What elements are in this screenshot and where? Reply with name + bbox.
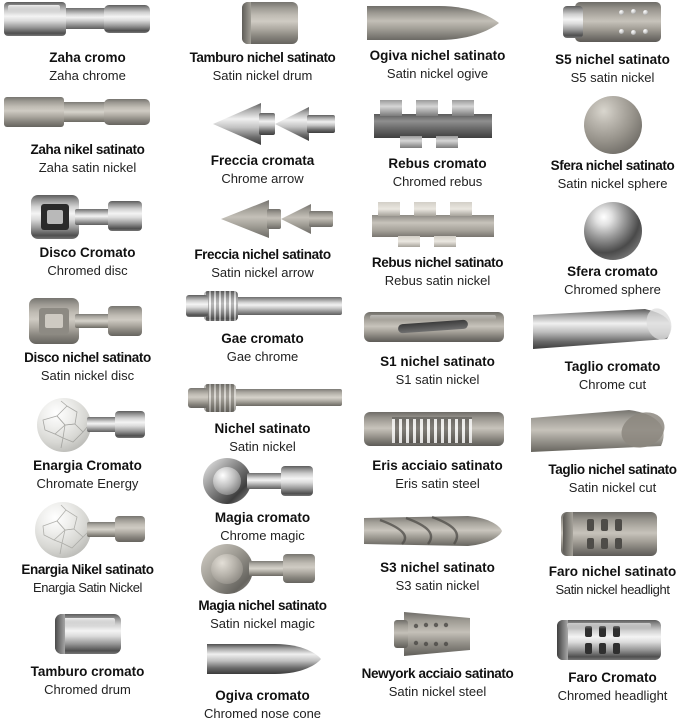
catalog-item-faro-nichel-satinato[interactable] [525,506,700,602]
item-subtitle: Satin nickel magic [210,615,315,631]
catalog-item-sfera-nichel-satinato[interactable] [525,94,700,191]
catalog-item-s3-nichel-satinato[interactable] [350,504,525,596]
faro-cromato-image [527,610,698,668]
sfera-cromato-image [527,200,698,262]
catalog-item-ogiva-cromato[interactable] [175,632,350,720]
item-title: Faro Cromato [568,670,657,685]
item-title: Zaha cromo [49,50,126,65]
catalog-item-sfera-cromato[interactable] [525,200,700,297]
rebus-cromato-image [352,92,523,154]
enargia-cromato-image [2,394,173,456]
item-subtitle: Chrome cut [578,376,647,392]
nickel-arrow-icon [183,193,343,245]
nickel-ogive-icon [353,0,523,46]
item-subtitle: Satin nickel drum [212,67,313,83]
item-subtitle: Gae chrome [226,348,299,364]
item-title: Magia cromato [214,510,311,525]
item-subtitle: Satin nickel headlight [555,581,670,597]
item-subtitle: Chromed nose cone [203,705,322,721]
item-subtitle: Chromed drum [44,681,131,697]
nickel-s3-spiral-icon [350,504,525,558]
catalog-item-disco-cromato[interactable] [0,189,175,279]
item-title: Rebus nichel satinato [371,255,504,270]
catalog-column-3 [350,0,525,719]
freccia-nichel-satinato-image [177,193,348,245]
catalog-item-tamburo-cromato[interactable] [0,604,175,700]
catalog-item-newyork-acciaio-satinato[interactable] [350,606,525,700]
item-subtitle: Chromed disc [47,262,128,278]
catalog-item-magia-cromato[interactable] [175,454,350,548]
item-title: Gae cromato [221,331,304,346]
magia-cromato-image [177,454,348,508]
item-subtitle: Satin nickel disc [40,367,135,383]
item-title: Ogiva nichel satinato [369,48,506,63]
item-title: Tamburo nichel satinato [189,50,336,65]
chrome-arrow-icon [183,97,343,151]
steel-newyork-icon [350,606,525,664]
item-title: Sfera cromato [567,264,658,279]
item-subtitle: Chromed sphere [564,281,661,297]
catalog-item-ogiva-nichel-satinato[interactable] [350,0,525,88]
catalog-item-enargia-cromato[interactable] [0,394,175,490]
item-title: Freccia cromata [210,153,315,168]
newyork-acciaio-satinato-image [352,606,523,664]
item-title: Rebus cromato [388,156,487,171]
item-subtitle: S1 satin nickel [395,371,480,387]
crackle-texture-icon [35,502,91,558]
item-title: Newyork acciaio satinato [361,666,514,681]
eris-acciaio-satinato-image [352,402,523,456]
item-title: Disco nichel satinato [24,350,151,365]
item-title: Faro nichel satinato [548,564,677,579]
item-subtitle: Chrome arrow [221,170,304,186]
nickel-angled-cut-icon [525,406,700,460]
catalog-item-s1-nichel-satinato[interactable] [350,300,525,392]
item-subtitle: Chromed headlight [557,687,668,703]
sfera-nichel-satinato-image [527,94,698,156]
item-subtitle: Eris satin steel [395,475,480,491]
item-subtitle: Chromate Energy [36,475,139,491]
item-subtitle: Satin nickel sphere [557,175,668,191]
tamburo-cromato-image [2,604,173,662]
catalog-item-taglio-cromato[interactable] [525,305,700,395]
item-title: Taglio cromato [564,359,661,374]
catalog-item-zaha-cromo[interactable] [0,0,175,92]
nickel-rebus-icon [350,193,525,253]
item-subtitle: Satin nickel cut [568,479,657,495]
catalog-item-s5-nichel-satinato[interactable] [525,0,700,92]
catalog-item-freccia-nichel-satinato[interactable] [175,193,350,283]
item-title: Enargia Cromato [33,458,142,473]
chrome-angled-cut-icon [525,305,700,357]
catalog-item-eris-acciaio-satinato[interactable] [350,402,525,494]
item-subtitle: Chrome magic [220,527,305,543]
catalog-item-faro-cromato[interactable] [525,610,700,706]
catalog-item-nichel-satinato[interactable] [175,375,350,463]
item-title: Ogiva cromato [215,688,310,703]
disco-cromato-image [2,189,173,243]
item-subtitle: Enargia Satin Nickel [32,579,143,595]
catalog-column-1 [0,0,175,719]
item-title: Magia nichel satinato [198,598,327,613]
item-subtitle: Chromed rebus [392,173,483,189]
catalog-item-rebus-nichel-satinato[interactable] [350,193,525,289]
chrome-rebus-icon [350,92,525,154]
item-title: Tamburo cromato [30,664,145,679]
zaha-nikel-satinato-image [2,92,173,140]
item-subtitle: S3 satin nickel [395,577,480,593]
item-title: S3 nichel satinato [380,560,495,575]
nichel-satinato-image [177,375,348,419]
chrome-ogive-icon [183,632,343,686]
catalog-item-enargia-nikel-satinato[interactable] [0,498,175,594]
catalog-column-4 [525,0,700,719]
s5-nichel-satinato-image [527,0,698,50]
item-subtitle: Zaha chrome [49,67,126,83]
tamburo-nichel-satinato-image [177,0,348,48]
item-subtitle: Satin nickel ogive [386,65,489,81]
item-title: Enargia Nikel satinato [21,562,154,577]
magia-nichel-satinato-image [177,540,348,596]
taglio-nichel-satinato-image [527,406,698,460]
catalog-item-gae-cromato[interactable] [175,283,350,371]
s3-nichel-satinato-image [352,504,523,558]
item-title: Disco Cromato [39,245,136,260]
catalog-item-zaha-nikel-satinato[interactable] [0,92,175,182]
gae-cromato-image [177,283,348,329]
faro-nichel-satinato-image [527,506,698,562]
item-title: Taglio nichel satinato [548,462,677,477]
enargia-nikel-satinato-image [2,498,173,560]
item-subtitle: Zaha satin nickel [38,159,137,175]
taglio-cromato-image [527,305,698,357]
item-subtitle: Satin nickel [229,438,296,454]
item-subtitle: S5 satin nickel [570,69,655,85]
catalog-column-2 [175,0,350,719]
item-title: Freccia nichel satinato [194,247,331,262]
ogiva-cromato-image [177,632,348,686]
catalog-item-taglio-nichel-satinato[interactable] [525,406,700,498]
disco-nichel-satinato-image [2,292,173,348]
rebus-nichel-satinato-image [352,193,523,253]
item-subtitle: Satin nickel arrow [211,264,314,280]
item-subtitle: Satin nickel steel [388,683,487,699]
item-subtitle: Rebus satin nickel [384,272,491,288]
item-title: Sfera nichel satinato [550,158,675,173]
item-title: Nichel satinato [214,421,311,436]
item-title: Eris acciaio satinato [372,458,503,473]
item-title: S1 nichel satinato [380,354,495,369]
catalog-item-tamburo-nichel-satinato[interactable] [175,0,350,92]
item-title: Zaha nikel satinato [30,142,145,157]
catalog-item-freccia-cromata[interactable] [175,97,350,185]
s1-nichel-satinato-image [352,300,523,352]
ogiva-nichel-satinato-image [352,0,523,46]
freccia-cromata-image [177,97,348,151]
catalog-item-rebus-cromato[interactable] [350,92,525,188]
zaha-cromo-image [2,0,173,48]
crackle-texture-icon [37,398,91,452]
item-title: S5 nichel satinato [555,52,670,67]
catalog-item-magia-nichel-satinato[interactable] [175,540,350,634]
catalog-item-disco-nichel-satinato[interactable] [0,292,175,384]
